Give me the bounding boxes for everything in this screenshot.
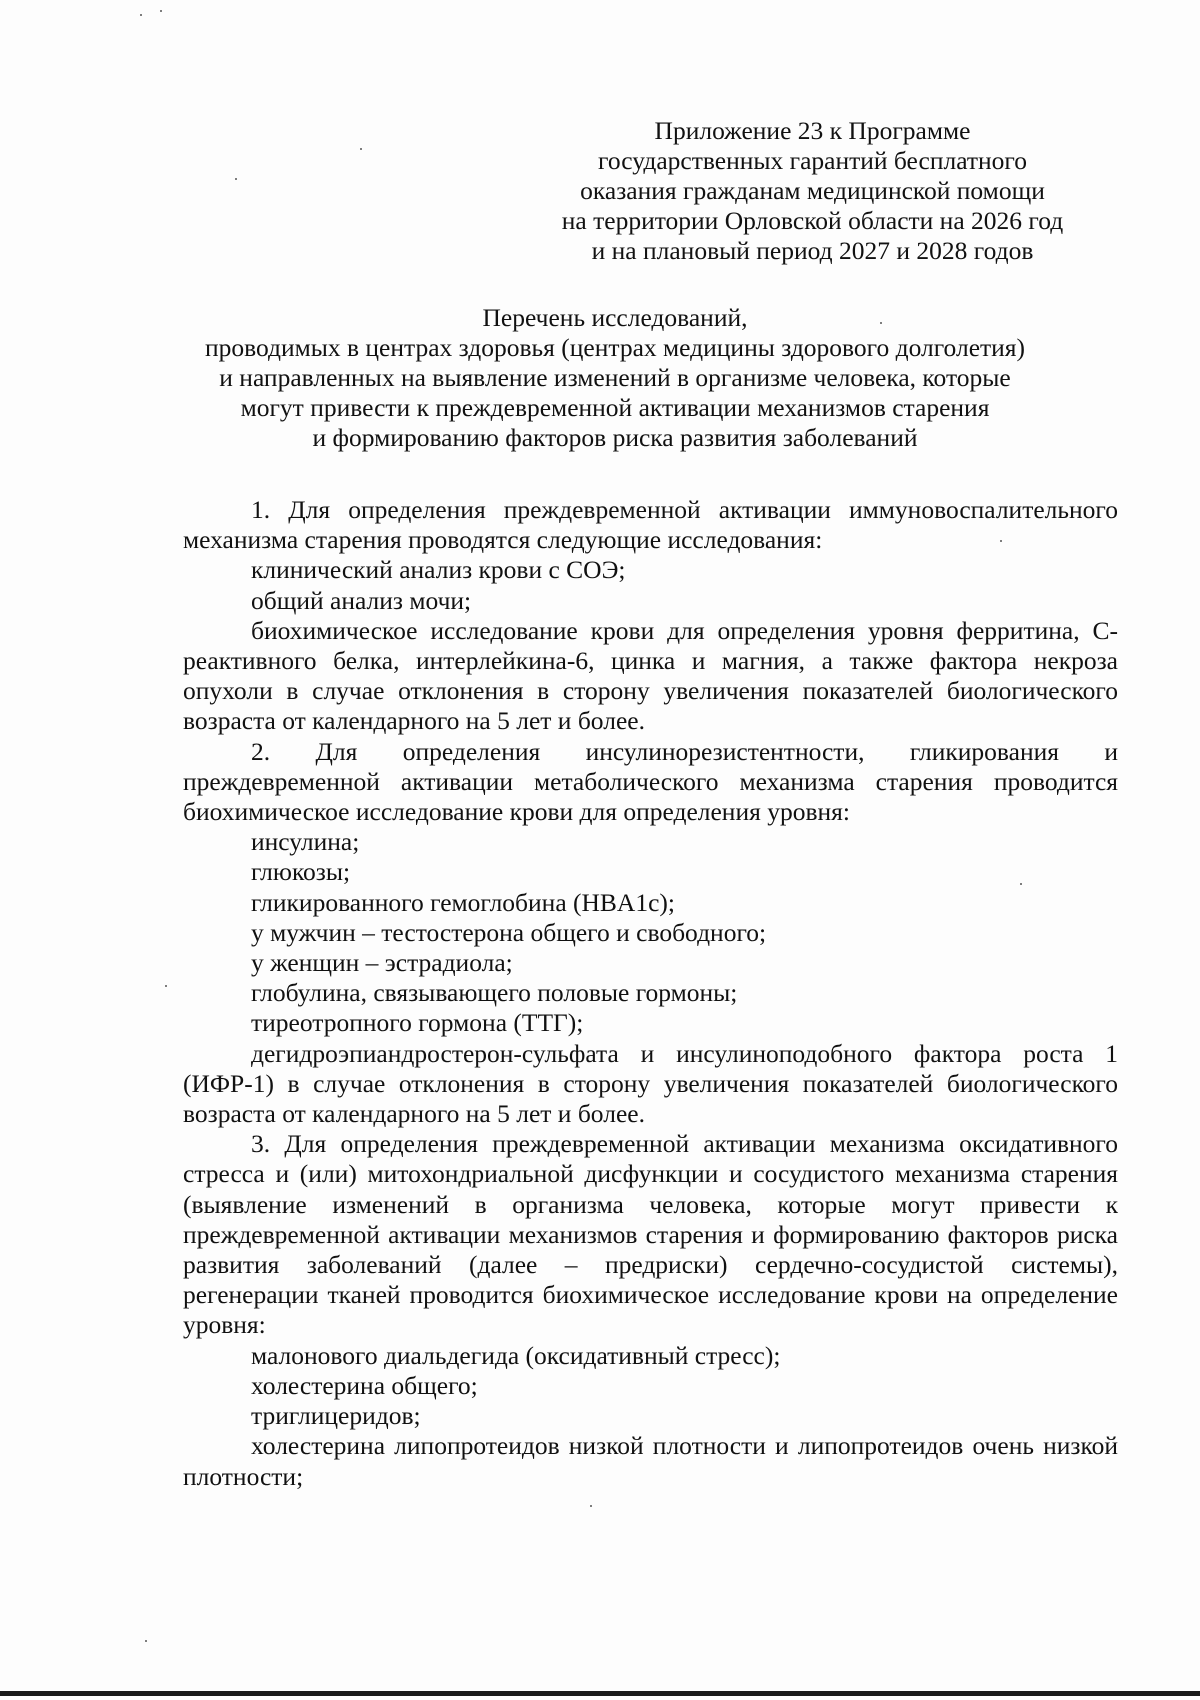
list-item: глобулина, связывающего половые гормоны; <box>251 978 738 1008</box>
title-line: Перечень исследований, <box>482 303 748 332</box>
scan-speck <box>1000 540 1002 542</box>
list-item: триглицеридов; <box>251 1401 421 1431</box>
document-title <box>150 303 1080 453</box>
list-item: тиреотропного гормона (ТТГ); <box>251 1008 584 1038</box>
list-item: у мужчин – тестостерона общего и свободного; <box>251 917 767 947</box>
appendix-line: и на плановый период 2027 и 2028 годов <box>591 236 1034 265</box>
list-item: малонового диальдегида (оксидативный стресс); <box>251 1340 781 1370</box>
appendix-line: на территории Орловской области на 2026 год <box>561 206 1064 235</box>
list-item: гликированного гемоглобина (HBA1c); <box>251 887 675 917</box>
page-bottom-edge <box>0 1691 1200 1696</box>
list-item: клинический анализ крови с СОЭ; <box>251 555 626 585</box>
section-1-intro: 1. Для определения преждевременной активации иммуновоспалительного механизма старения проводятся следующие исследования: <box>183 495 1118 555</box>
scan-speck <box>165 985 167 987</box>
scan-speck <box>235 178 237 180</box>
scan-speck <box>590 1505 592 1507</box>
title-line: могут привести к преждевременной активации механизмов старения <box>240 393 990 422</box>
list-item: общий анализ мочи; <box>251 585 472 615</box>
list-item: биохимическое исследование крови для определения уровня ферритина, С-реактивного белка, интерлейкина-6, цинка и магния, а также фактора некроза опухоли в случае отклонения в сторону увеличения показателей биологического возраста от календарного на 5 лет и более. <box>183 615 1118 736</box>
title-line: и направленных на выявление изменений в организме человека, которые <box>219 363 1011 392</box>
scan-speck <box>1020 883 1022 885</box>
section-3-intro: 3. Для определения преждевременной активации механизма оксидативного стресса и (или) митохондриальной дисфункции и сосудистого механизма старения (выявление изменений в организма человека, которые могут привести к преждевременной активации механизмов старения и формированию факторов риска развития заболеваний (далее – предриски) сердечно-сосудистой системы), регенерации тканей проводится биохимическое исследование крови на определение уровня: <box>183 1129 1118 1340</box>
list-item: холестерина общего; <box>251 1370 478 1400</box>
list-item: у женщин – эстрадиола; <box>251 948 513 978</box>
list-item: холестерина липопротеидов низкой плотности и липопротеидов очень низкой плотности; <box>183 1431 1118 1491</box>
scan-speck <box>360 148 362 150</box>
scan-speck <box>145 1640 147 1642</box>
scan-speck <box>880 322 882 324</box>
title-line: и формированию факторов риска развития заболеваний <box>312 423 918 452</box>
appendix-line: оказания гражданам медицинской помощи <box>580 176 1045 205</box>
list-item: глюкозы; <box>251 857 351 887</box>
appendix-line: Приложение 23 к Программе <box>654 116 971 145</box>
scan-speck <box>160 10 162 12</box>
list-item: дегидроэпиандростерон-сульфата и инсулиноподобного фактора роста 1 (ИФР-1) в случае отклонения в сторону увеличения показателей биологического возраста от календарного на 5 лет и более. <box>183 1038 1118 1129</box>
appendix-header <box>545 116 1080 266</box>
document-body <box>183 495 1118 1492</box>
title-line: проводимых в центрах здоровья (центрах медицины здорового долголетия) <box>204 333 1026 362</box>
scan-speck <box>140 14 142 16</box>
list-item: инсулина; <box>251 827 360 857</box>
appendix-line: государственных гарантий бесплатного <box>598 146 1027 175</box>
section-2-intro: 2. Для определения инсулинорезистентности, гликирования и преждевременной активации метаболического механизма старения проводится биохимическое исследование крови для определения уровня: <box>183 736 1118 827</box>
